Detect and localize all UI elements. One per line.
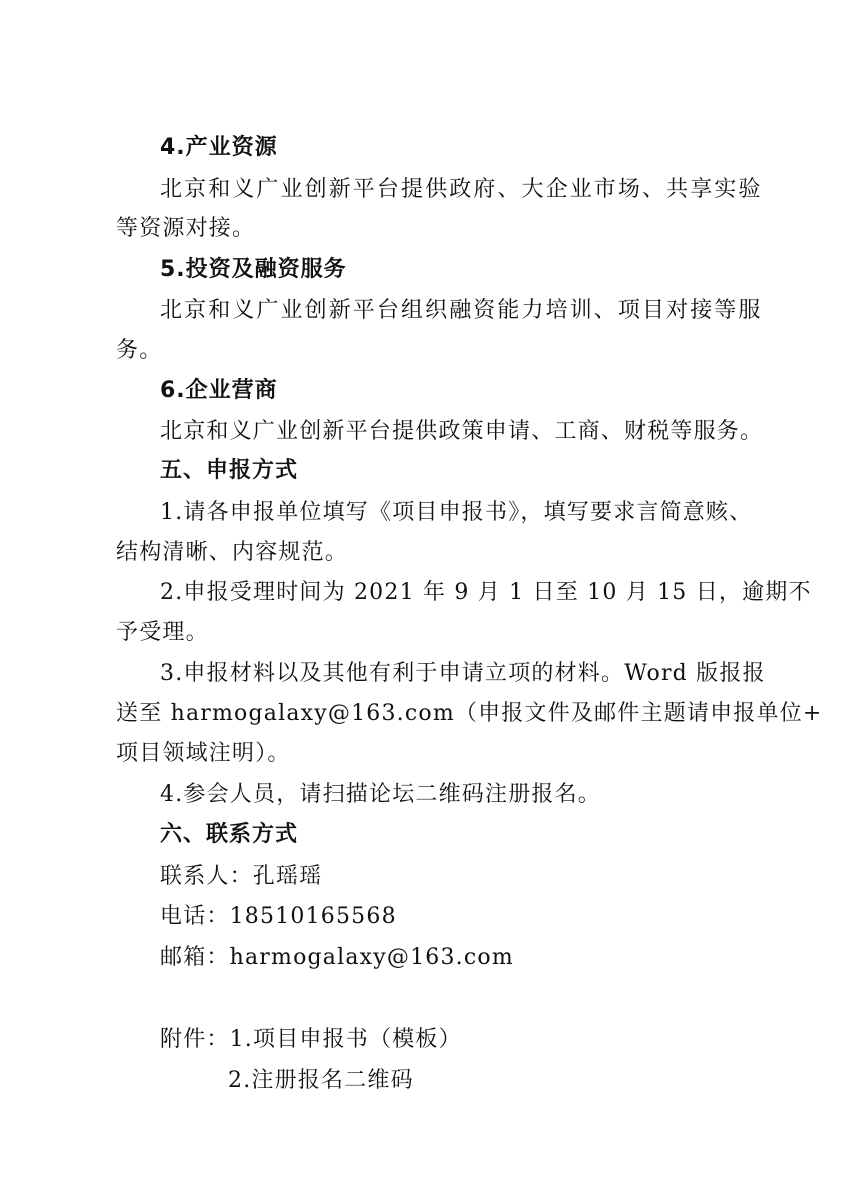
contact-phone: 电话：18510165568: [160, 904, 397, 929]
paragraph-line: 务。: [116, 338, 163, 363]
section-heading-investment-financing: 5.投资及融资服务: [160, 257, 347, 282]
section-heading-application-method: 五、申报方式: [160, 458, 299, 483]
attachment-line-1: 附件：1.项目申报书（模板）: [160, 1027, 462, 1052]
paragraph-line: 等资源对接。: [116, 216, 256, 241]
paragraph-line: 1.请各申报单位填写《项目申报书》，填写要求言简意赅、: [160, 500, 753, 525]
paragraph-line: 3.申报材料以及其他有利于申请立项的材料。Word 版报报: [160, 661, 766, 686]
paragraph-line: 北京和义广业创新平台提供政策申请、工商、财税等服务。: [160, 419, 764, 444]
paragraph-line: 结构清晰、内容规范。: [116, 540, 349, 565]
paragraph-line: 送至 harmogalaxy@163.com（申报文件及邮件主题请申报单位+: [116, 701, 823, 726]
contact-person: 联系人：孔瑶瑶: [160, 864, 323, 889]
section-heading-business-services: 6.企业营商: [160, 378, 278, 403]
attachment-line-2: 2.注册报名二维码: [228, 1068, 414, 1093]
paragraph-line: 北京和义广业创新平台提供政府、大企业市场、共享实验: [160, 177, 763, 202]
paragraph-line: 予受理。: [116, 620, 209, 645]
section-heading-industry-resources: 4.产业资源: [160, 135, 278, 160]
paragraph-line: 北京和义广业创新平台组织融资能力培训、项目对接等服: [160, 298, 763, 323]
paragraph-line: 项目领域注明）。: [116, 741, 291, 766]
contact-email: 邮箱：harmogalaxy@163.com: [160, 945, 514, 970]
paragraph-line: 4.参会人员，请扫描论坛二维码注册报名。: [160, 782, 601, 807]
section-heading-contact: 六、联系方式: [160, 822, 299, 847]
paragraph-line: 2.申报受理时间为 2021 年 9 月 1 日至 10 月 15 日，逾期不: [160, 580, 812, 605]
